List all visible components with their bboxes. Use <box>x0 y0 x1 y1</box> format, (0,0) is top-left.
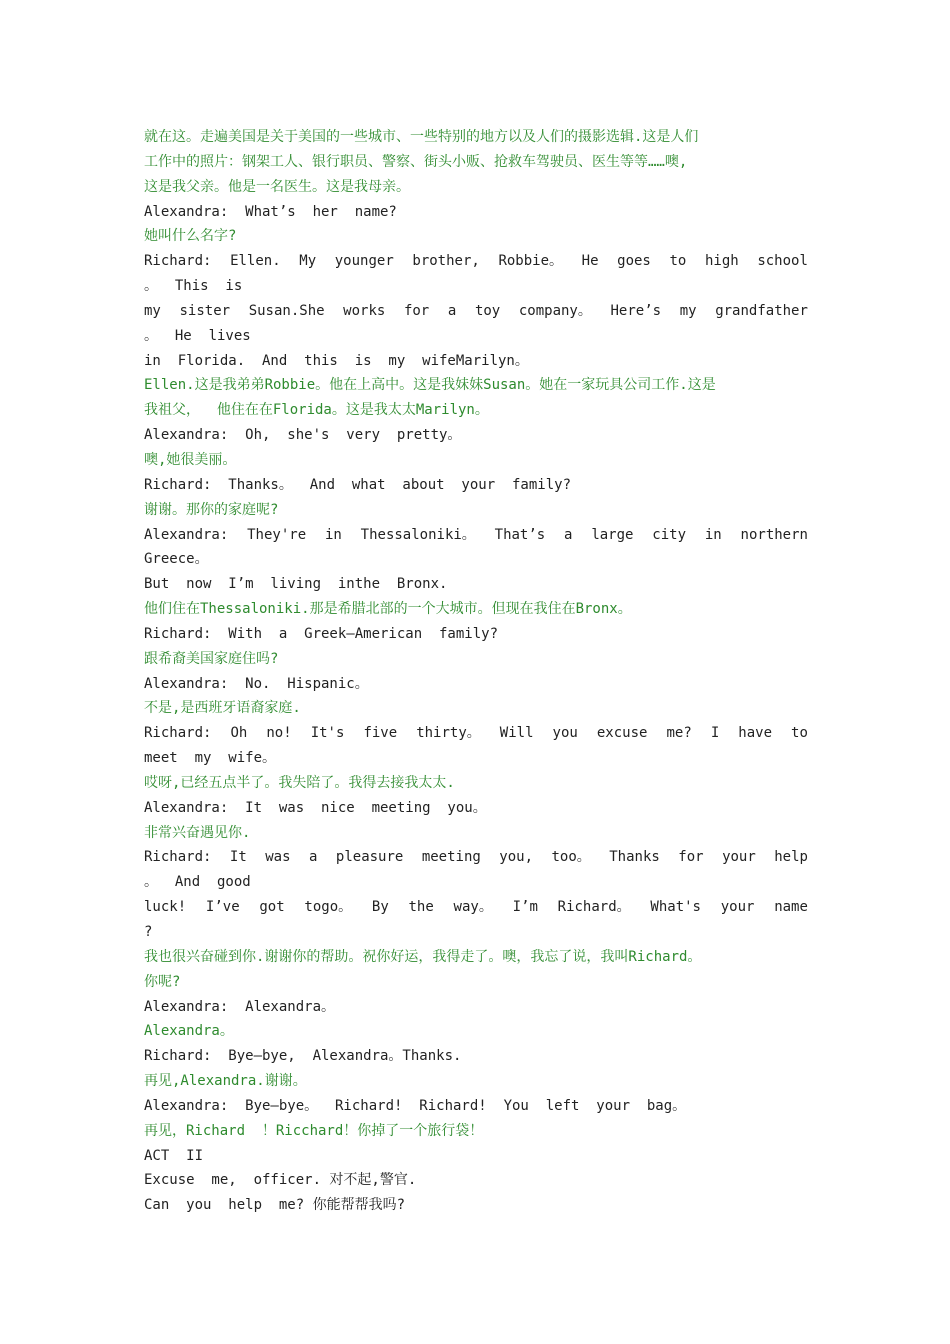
dialogue-line: Alexandra: No. Hispanic。 <box>144 675 369 692</box>
translation-line: Ellen.这是我弟弟Robbie。他在上高中。这是我妹妹Susan。她在一家玩具公司工作.这是 <box>144 377 716 394</box>
dialogue-line: Alexandra: Bye—bye。 Richard! Richard! You left your bag。 <box>144 1097 687 1114</box>
translation-line: 哎呀,已经五点半了。我失陪了。我得去接我太太. <box>144 774 455 791</box>
dialogue-line: 。 He lives <box>144 327 251 344</box>
dialogue-line: in Florida. And this is my wifeMarilyn。 <box>144 352 529 369</box>
translation-line: 他们住在Thessaloniki.那是希腊北部的一个大城市。但现在我住在Bronx。 <box>144 601 632 618</box>
dialogue-line: Richard: Ellen. My younger brother, Robbie。 He goes to high school <box>144 253 808 270</box>
dialogue-line: Alexandra: What’s her name? <box>144 203 397 220</box>
dialogue-line: Richard: Bye—bye, Alexandra。Thanks. <box>144 1048 462 1065</box>
translation-line: 非常兴奋遇见你. <box>144 824 251 841</box>
translation-line: 谢谢。那你的家庭呢? <box>144 501 279 518</box>
document-page <box>144 125 808 1218</box>
dialogue-line: Richard: It was a pleasure meeting you, too。 Thanks for your help <box>144 849 808 866</box>
translation-line: 她叫什么名字? <box>144 228 237 245</box>
dialogue-line: 。 And good <box>144 874 251 891</box>
dialogue-line: Richard: With a Greek—American family? <box>144 625 499 642</box>
translation-line: 你呢? <box>144 973 181 990</box>
dialogue-line: Greece。 <box>144 551 209 568</box>
translation-line: 就在这。走遍美国是关于美国的一些城市、一些特别的地方以及人们的摄影选辑.这是人们 <box>144 129 699 145</box>
translation-line: 跟希裔美国家庭住吗? <box>144 650 279 667</box>
translation-line: Alexandra。 <box>144 1023 234 1040</box>
dialogue-line: Alexandra: Alexandra。 <box>144 998 336 1015</box>
dialogue-line: Richard: Thanks。 And what about your family? <box>144 476 572 493</box>
dialogue-line: But now I’m living inthe Bronx. <box>144 576 448 593</box>
dialogue-line: Alexandra: It was nice meeting you。 <box>144 799 487 816</box>
dialogue-line: Excuse me, officer. 对不起,警官. <box>144 1172 417 1189</box>
translation-line: 我祖父， 他住在在Florida。这是我太太Marilyn。 <box>144 402 489 419</box>
dialogue-line: my sister Susan.She works for a toy company。 Here’s my grandfather <box>144 302 808 319</box>
translation-line: 噢,她很美丽。 <box>144 451 237 468</box>
translation-line: 再见,Alexandra.谢谢。 <box>144 1073 307 1090</box>
translation-line: 再见，Richard ！Ricchard！你掉了一个旅行袋！ <box>144 1122 484 1139</box>
dialogue-line: 。 This is <box>144 278 243 295</box>
dialogue-line: meet my wife。 <box>144 750 277 767</box>
dialogue-line: ACT II <box>144 1147 204 1164</box>
dialogue-line: Richard: Oh no! It's five thirty。 Will you excuse me? I have to <box>144 725 808 742</box>
dialogue-line: Alexandra: Oh, she's very pretty。 <box>144 427 462 444</box>
dialogue-line: Alexandra: They're in Thessaloniki。 That’s a large city in northern <box>144 526 808 543</box>
translation-line: 我也很兴奋碰到你.谢谢你的帮助。祝你好运，我得走了。噢，我忘了说，我叫Richard。 <box>144 948 702 965</box>
dialogue-line: ? <box>144 924 153 940</box>
dialogue-line: Can you help me? 你能帮帮我吗? <box>144 1197 406 1214</box>
dialogue-line: luck! I’ve got togo。 By the way。 I’m Richard。 What's your name <box>144 899 808 916</box>
translation-line: 工作中的照片：钢架工人、银行职员、警察、街头小贩、抢救车驾驶员、医生等等……噢, <box>144 153 688 170</box>
translation-line: 这是我父亲。他是一名医生。这是我母亲。 <box>144 178 410 195</box>
translation-line: 不是,是西班牙语裔家庭. <box>144 700 301 717</box>
